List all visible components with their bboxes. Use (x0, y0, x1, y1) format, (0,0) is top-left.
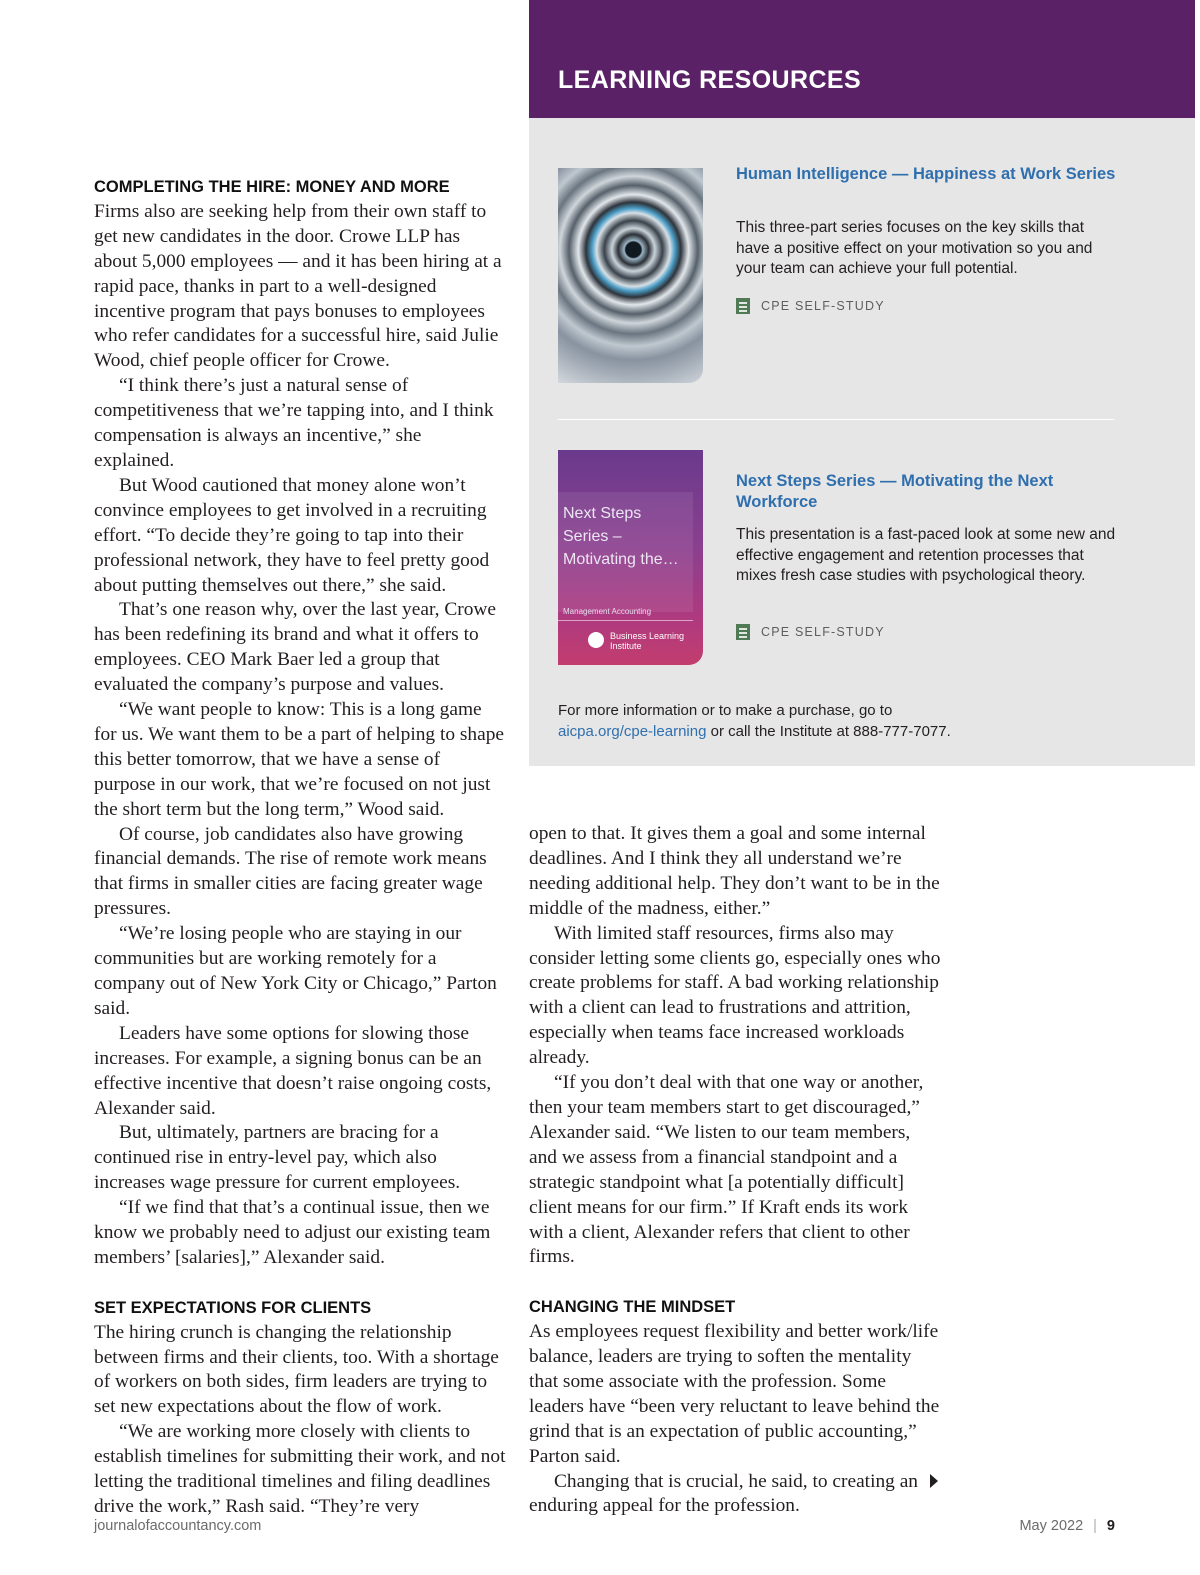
paragraph: “We are working more closely with clients to establish timelines for submitting their work, and not letting the traditional timelines and filing deadlines drive the work,” Rash said. “They’re very (94, 1421, 506, 1518)
section-heading: CHANGING THE MINDSET (529, 1298, 736, 1317)
paragraph: That’s one reason why, over the last year, Crowe has been redefining its brand and what it offers to employees. CEO Mark Baer led a group that evaluated the company’s purpose and values. (94, 599, 497, 696)
article-column-middle (529, 822, 941, 1519)
paragraph: Of course, job candidates also have growing financial demands. The rise of remote work means that firms in smaller cities are facing greater wage pressures. (94, 823, 487, 920)
paragraph: But Wood cautioned that money alone won’t convince employees to get involved in a recruiting effort. “To decide they’re going to tap into their professional network, they have to feel pretty good about putting themselves out there,” she said. (94, 474, 490, 596)
footer-site[interactable]: journalofaccountancy.com (94, 1518, 262, 1534)
footer-separator: | (1093, 1518, 1097, 1534)
paragraph: Firms also are seeking help from their own staff to get new candidates in the door. Crowe LLP has about 5,000 employees — and it has been hiring at a rapid pace, thanks in part to a well-designed incentive program that pays bonuses to employees who refer candidates for a successful hire, said Julie Wood, chief people officer for Crowe. (94, 200, 502, 372)
paragraph: “I think there’s just a natural sense of competitiveness that we’re tapping into, and I think compensation is always an incentive,” she explained. (94, 375, 494, 471)
cover-title: Next Steps Series – Motivating the… (563, 505, 679, 568)
cover-divider (558, 620, 693, 621)
tag-label: CPE SELF-STUDY (761, 625, 885, 639)
resource-tag (736, 297, 885, 315)
resource-title-happiness[interactable]: Human Intelligence — Happiness at Work Series (736, 165, 1116, 183)
resource-description: This presentation is a fast-paced look at some new and effective engagement and retention processes that mixes fresh case studies with psychological theory. (736, 526, 1116, 584)
issue-date: May 2022 (1019, 1518, 1084, 1534)
cpe-learning-link[interactable]: aicpa.org/cpe-learning (558, 723, 707, 740)
paragraph: open to that. It gives them a goal and some internal deadlines. And I think they all understand we’re needing additional help. They don’t want to be in the middle of the madness, either.” (529, 823, 940, 919)
cover-subtitle: Management Accounting (563, 607, 652, 616)
paragraph: “If we find that that’s a continual issue, then we know we probably need to adjust our existing team members’ [salaries],” Alexander said. (94, 1197, 491, 1268)
resource-footer (558, 700, 1118, 742)
paragraph: Leaders have some options for slowing those increases. For example, a signing bonus can be an effective incentive that doesn’t raise ongoing costs, Alexander said. (94, 1022, 492, 1119)
paragraph: The hiring crunch is changing the relationship between firms and their clients, too. With a shortage of workers on both sides, firm leaders are trying to set new expectations about the flow of work. (94, 1321, 499, 1418)
footer-text-after: or call the Institute at 888-777-7077. (706, 723, 951, 740)
divider (558, 419, 1114, 420)
resource-title-next-steps[interactable]: Next Steps Series — Motivating the Next Workforce (736, 472, 1054, 511)
paragraph: “If you don’t deal with that one way or another, then your team members start to get discouraged,” Alexander said. “We listen to our team members, and we assess from a financial standpoint and a strategic standpoint what [a potentially difficult] client means for our firm.” If Kraft ends its work with a client, Alexander refers that client to other firms. (529, 1072, 924, 1268)
tag-label: CPE SELF-STUDY (761, 299, 885, 313)
cover-brand: Business Learning Institute (610, 631, 685, 651)
page-number: 9 (1106, 1518, 1115, 1534)
bli-logo-icon (588, 632, 604, 648)
paragraph: “We’re losing people who are staying in our communities but are working remotely for a company out of New York City or Chicago,” Parton said. (94, 923, 497, 1019)
sidebar-title: LEARNING RESOURCES (558, 66, 862, 94)
next-steps-cover-image[interactable] (558, 450, 703, 665)
document-icon (736, 624, 750, 640)
resource-description: This three-part series focuses on the key skills that have a positive effect on your motivation so you and your team can achieve your full potential. (736, 219, 1093, 277)
document-icon (736, 298, 750, 314)
paragraph: But, ultimately, partners are bracing for a continued rise in entry-level pay, which also increases wage pressure for current employees. (94, 1122, 461, 1194)
article-column-left (94, 175, 506, 1520)
footer-issue (1019, 1518, 1115, 1534)
paragraph: With limited staff resources, firms also may consider letting some clients go, especially ones who create problems for staff. A bad working relationship with a client can lead to frustrations and attrition, especially when teams face increased workloads already. (529, 922, 941, 1069)
sidebar-header-band (529, 0, 1195, 118)
continue-arrow-icon (930, 1474, 938, 1488)
footer-text: For more information or to make a purchase, go to (558, 702, 893, 719)
paragraph: As employees request flexibility and better work/life balance, leaders are trying to soften the mentality that some associate with the profession. Some leaders have “been very reluctant to leave behind the grind that is an expectation of public accounting,” Parton said. (529, 1321, 940, 1467)
paragraph: Changing that is crucial, he said, to creating an enduring appeal for the profession. (529, 1470, 919, 1517)
section-heading: COMPLETING THE HIRE: MONEY AND MORE (94, 178, 450, 196)
paragraph: “We want people to know: This is a long game for us. We want them to be a part of helping to shape this better tomorrow, that we have a sense of purpose in our work, that we’re focused on not just the short term but the long term,” Wood said. (94, 699, 505, 820)
spiral-staircase-image[interactable] (558, 168, 703, 383)
section-heading: SET EXPECTATIONS FOR CLIENTS (94, 1298, 372, 1317)
resource-tag (736, 623, 885, 641)
